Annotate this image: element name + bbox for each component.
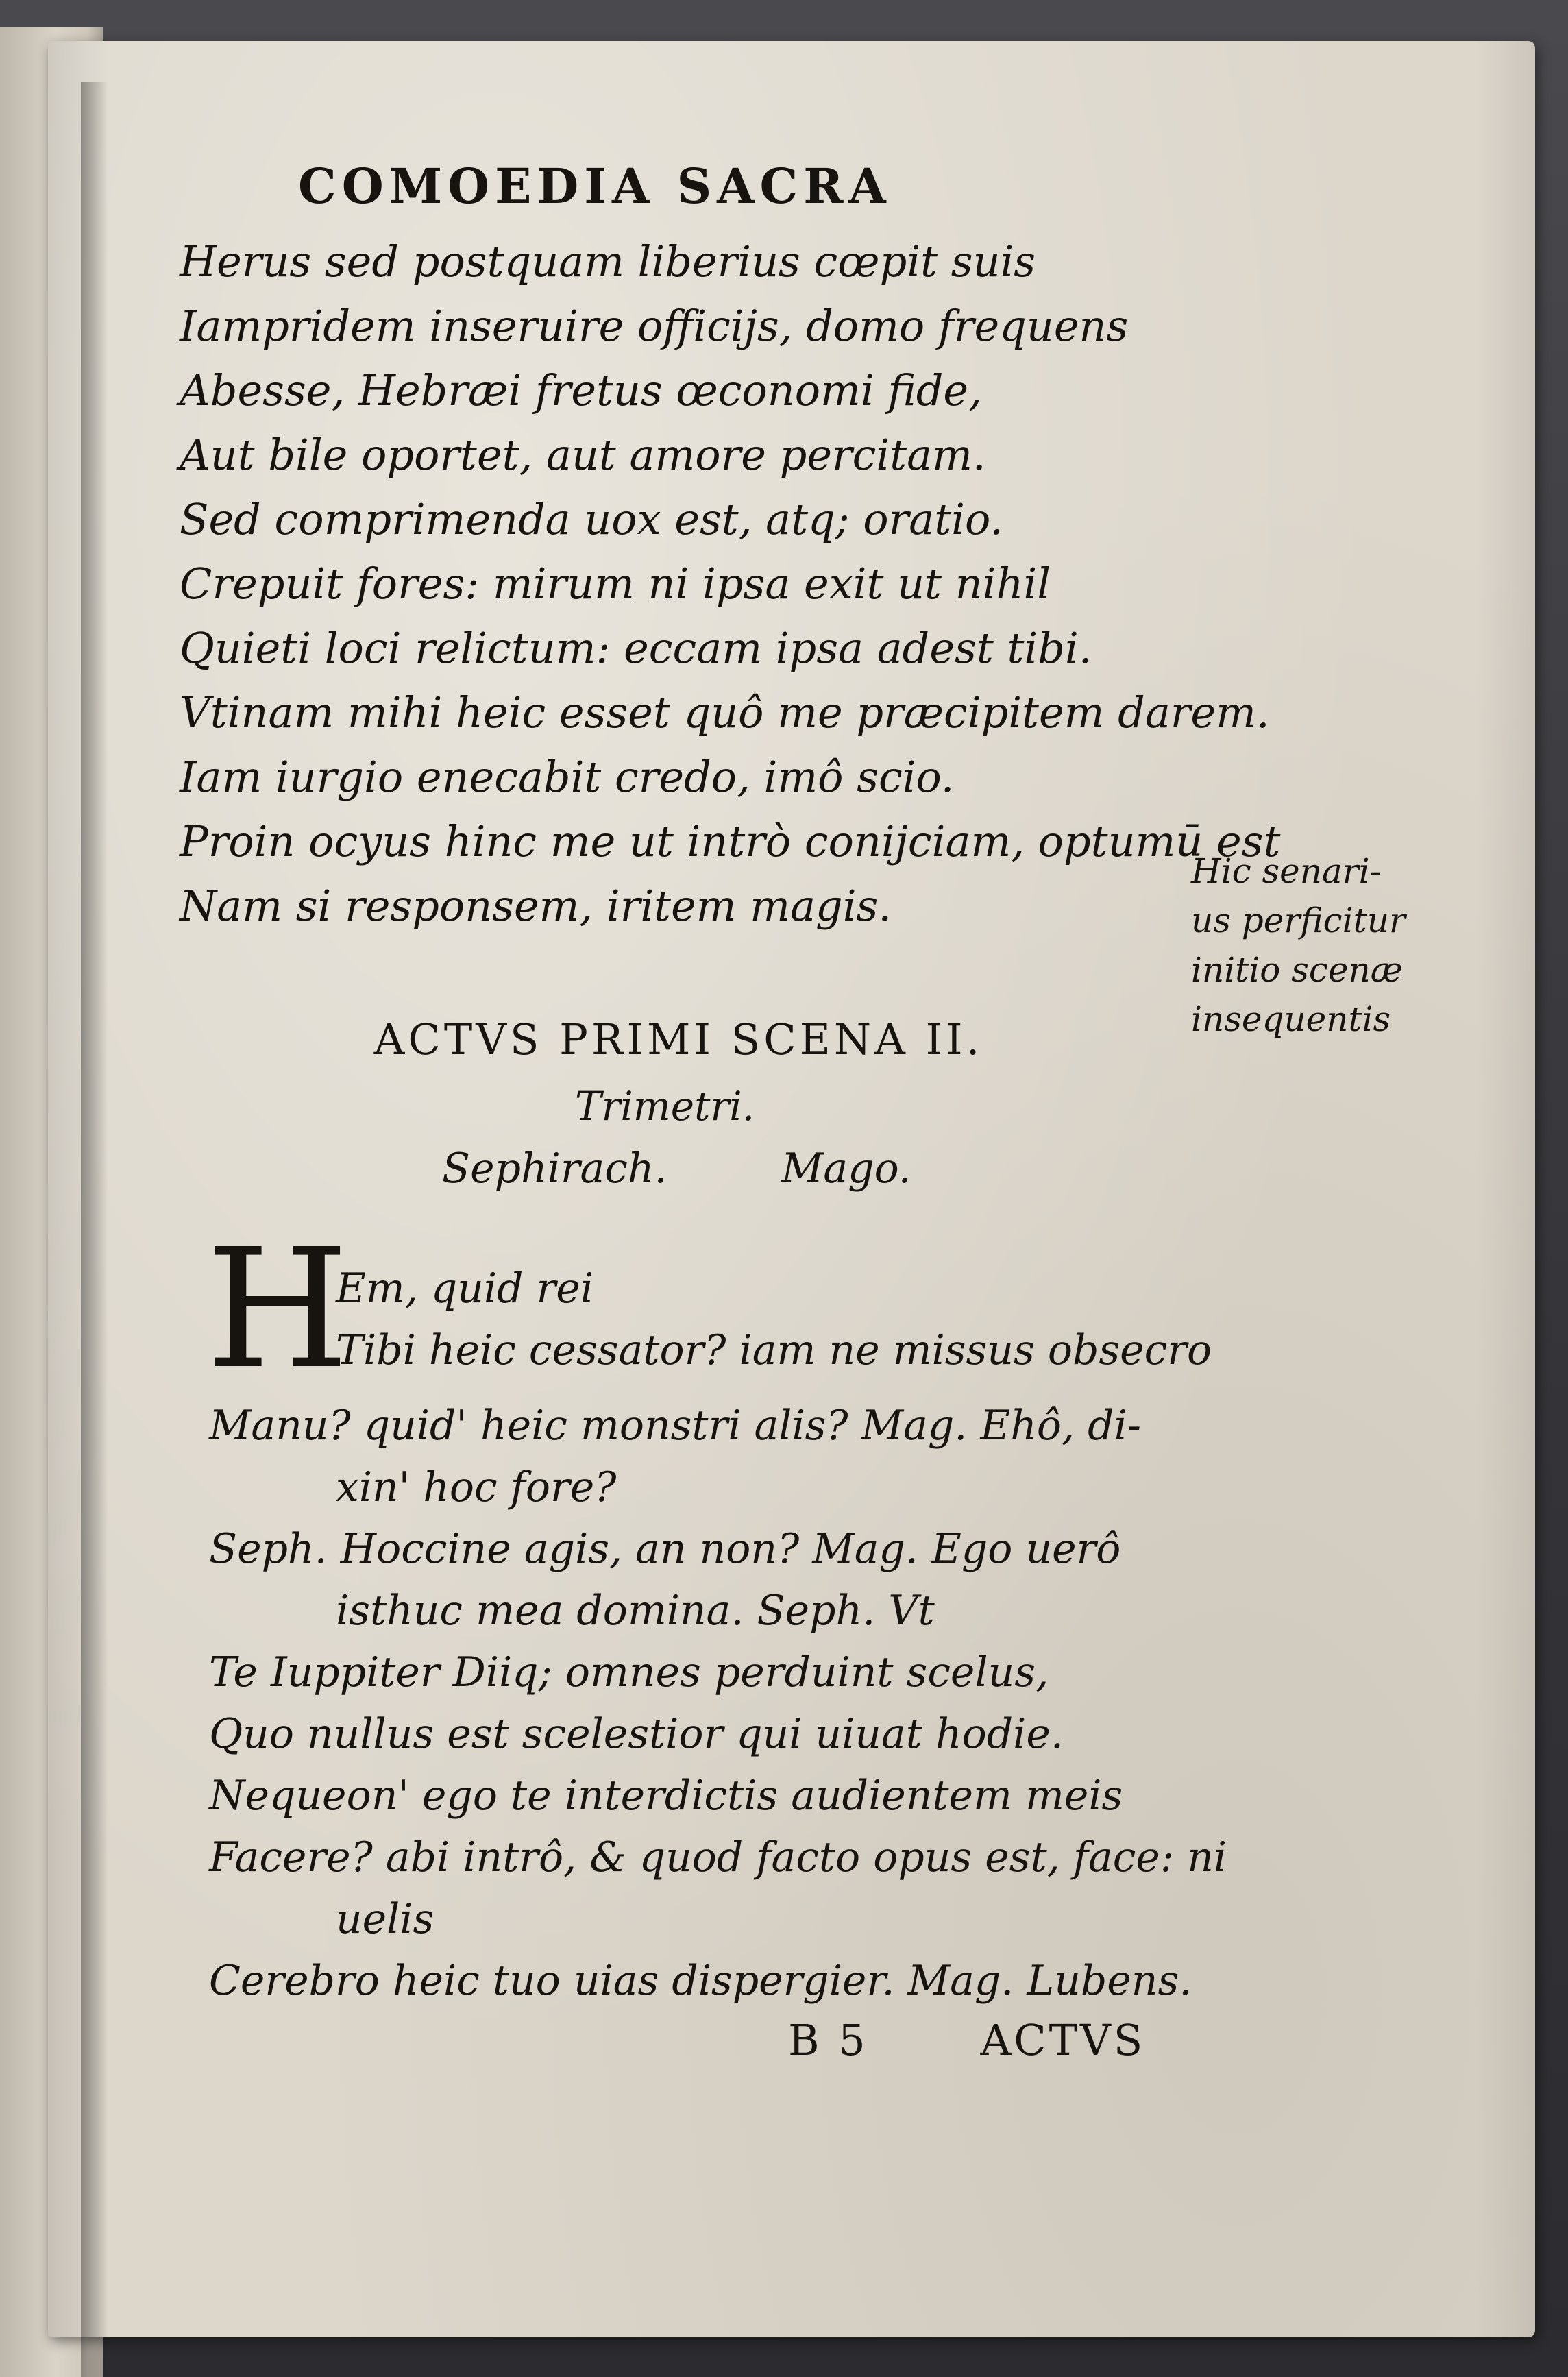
dialogue-line: isthuc mea domina. Seph. Vt [336, 1587, 935, 1635]
drop-capital: H [206, 1213, 350, 1405]
dialogue-line: Cerebro heic tuo uias dispergier. Mag. Lubens. [209, 1957, 1192, 2005]
running-head: COMOEDIA SACRA [298, 158, 892, 215]
dialogue-second-line: Tibi heic cessator? iam ne missus obsecro [336, 1326, 1212, 1374]
footer-line [788, 2015, 1145, 2065]
margin-note-line: insequentis [1191, 999, 1391, 1039]
page-gutter-shadow [81, 82, 108, 2377]
verse-line: Aut bile oportet, aut amore percitam. [180, 430, 986, 480]
margin-note-line: us perficitur [1191, 901, 1406, 940]
verse-line: Crepuit fores: mirum ni ipsa exit ut nihil [180, 559, 1051, 609]
verse-line: Nam si responsem, iritem magis. [180, 881, 892, 931]
verse-line: Quieti loci relictum: eccam ipsa adest tibi. [180, 623, 1092, 673]
dialogue-line: Quo nullus est scelestior qui uiuat hodie. [209, 1710, 1064, 1758]
meter-label: Trimetri. [574, 1083, 755, 1130]
margin-note [1191, 846, 1406, 1044]
verse-line: Vtinam mihi heic esset quô me præcipitem darem. [180, 687, 1270, 738]
dialogue-line: Manu? quid' heic monstri alis? Mag. Ehô, di- [209, 1402, 1141, 1450]
dialogue-first-line: Em, quid rei [336, 1265, 593, 1313]
dialogue-line: Te Iuppiter Diiq; omnes perduint scelus, [209, 1648, 1049, 1696]
scene-heading: ACTVS PRIMI SCENA II. [373, 1014, 983, 1064]
verse-line: Iampridem inseruire officijs, domo frequens [180, 301, 1129, 351]
dialogue-block [209, 1395, 1227, 2012]
dialogue-line: uelis [336, 1895, 434, 1943]
catchword: ACTVS [980, 2015, 1146, 2065]
signature-mark: B 5 [788, 2015, 868, 2065]
speaker-sephirach: Sephirach. [442, 1145, 667, 1193]
dialogue-line: Nequeon' ego te interdictis audientem meis [209, 1772, 1123, 1820]
verse-line: Proin ocyus hinc me ut intrò conijciam, optumū est [180, 816, 1281, 866]
dialogue-line: xin' hoc fore? [336, 1463, 617, 1511]
speaker-mago: Mago. [781, 1145, 911, 1193]
verse-line: Abesse, Hebræi fretus œconomi fide, [180, 365, 982, 415]
verse-block [180, 230, 1280, 938]
verse-line: Sed comprimenda uox est, atq; oratio. [180, 494, 1003, 544]
dialogue-line: Seph. Hoccine agis, an non? Mag. Ego uerô [209, 1525, 1121, 1573]
verse-line: Herus sed postquam liberius cœpit suis [180, 236, 1036, 287]
margin-note-line: Hic senari- [1191, 851, 1382, 891]
verse-line: Iam iurgio enecabit credo, imô scio. [180, 752, 955, 802]
dialogue-line: Facere? abi intrô, & quod facto opus est, face: ni [209, 1833, 1227, 1881]
margin-note-line: initio scenæ [1191, 950, 1403, 990]
